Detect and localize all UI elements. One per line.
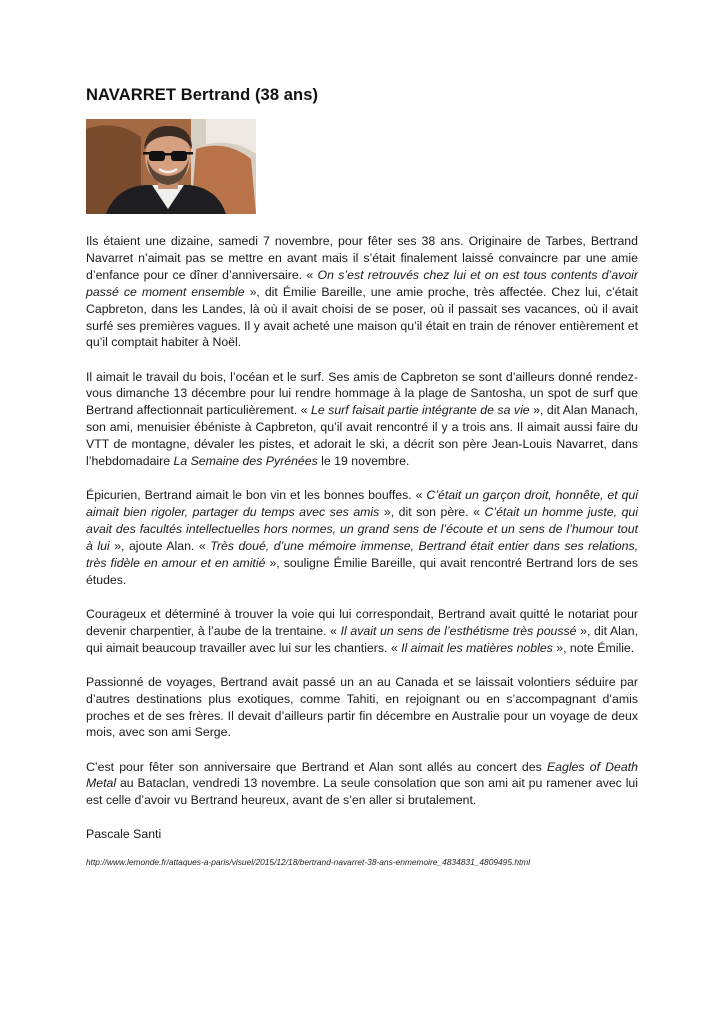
text-run: », dit son père. « bbox=[379, 505, 485, 520]
page-title: NAVARRET Bertrand (38 ans) bbox=[86, 86, 319, 104]
author-name: Pascale Santi bbox=[86, 827, 162, 842]
text-run: », dit Émilie Bareille, une amie proche, très affectée. Chez lui, c’était Capbreton, dans les Landes, là où il avait choisi de se poser, où il passait ses vacances, où il avait surfé ses premières vagues. Il y avait acheté une maison qu’il était en train de rénover entièrement et qu’il comptait habiter à Noël. bbox=[86, 284, 638, 350]
text-run: au Bataclan, vendredi 13 novembre. La seule consolation que son ami ait pu ramener avec lui est celle d’avoir vu Bertrand heureux, avant de s’en aller si brutalement. bbox=[86, 776, 638, 808]
source-url: http://www.lemonde.fr/attaques-a-paris/visuel/2015/12/18/bertrand-navarret-38-ans-enmemoire_4834831_4809495.html bbox=[86, 857, 531, 868]
text-run: », dit Alan Manach, son ami, menuisier ébéniste à Capbreton, qu’il avait rencontré il y a trois ans. Il aimait aussi faire du VTT de montagne, dévaler les pistes, et adorait le ski, a décrit son père Jean-Louis Navarret, dans l’hebdomadaire bbox=[86, 403, 638, 469]
text-run: Passionné de voyages, Bertrand avait passé un an au Canada et se laissait volontiers séduire par d’autres destinations plus exotiques, comme Tahiti, en rejoignant ou en s’accompagnant d’amis proches et de ses frères. Il devait d’ailleurs partir fin décembre en Australie pour un voyage de deux mois, avec son ami Serge. bbox=[86, 674, 638, 740]
quote-text: C’était un homme juste, qui avait des facultés intellectuelles hors normes, un grand sens de l’écoute et un sens de l’humour tout à lui bbox=[86, 505, 638, 553]
portrait-photo bbox=[86, 119, 256, 214]
text-run: Ils étaient une dizaine, samedi 7 novembre, pour fêter ses 38 ans. Originaire de Tarbes, Bertrand Navarret n’aimait pas se mettre en avant mais il s’était finalement laissé convaincre par une amie d’enfance pour ce dîner d’anniversaire. « bbox=[86, 234, 638, 282]
text-run: Épicurien, Bertrand aimait le bon vin et les bonnes bouffes. « bbox=[86, 488, 427, 503]
quote-text: Le surf faisait partie intégrante de sa vie bbox=[311, 403, 530, 418]
quote-text: Très doué, d’une mémoire immense, Bertrand était entier dans ses relations, très fidèle en amour et en amitié bbox=[86, 538, 639, 570]
paragraph bbox=[86, 369, 638, 470]
paragraph bbox=[86, 233, 638, 351]
paragraph bbox=[86, 674, 638, 742]
text-run: », souligne Émilie Bareille, qui avait rencontré Bertrand lors de ses études. bbox=[86, 555, 638, 587]
document-page bbox=[86, 86, 638, 867]
text-run: le 19 novembre. bbox=[317, 454, 410, 469]
portrait-photo-icon bbox=[86, 119, 256, 214]
text-run: Courageux et déterminé à trouver la voie qui lui correspondait, Bertrand avait quitté le notariat pour devenir charpentier, à l’aube de la trentaine. « bbox=[86, 606, 638, 638]
quote-text: On s’est retrouvés chez lui et on est tous contents d’avoir passé ce moment ensemble bbox=[86, 267, 638, 299]
text-run: C’est pour fêter son anniversaire que Bertrand et Alan sont allés au concert des bbox=[86, 759, 547, 774]
quote-text: Il avait un sens de l’esthétisme très poussé bbox=[340, 623, 577, 638]
paragraph bbox=[86, 606, 638, 657]
quote-text: C’était un garçon droit, honnête, et qui aimait bien rigoler, partager du temps avec ses amis bbox=[86, 488, 638, 520]
quote-text: Eagles of Death Metal bbox=[86, 759, 638, 791]
quote-text: Il aimait les matières nobles bbox=[401, 640, 553, 655]
text-run: », ajoute Alan. « bbox=[109, 538, 211, 553]
text-run: », note Émilie. bbox=[552, 640, 635, 655]
paragraph bbox=[86, 759, 638, 810]
text-run: », dit Alan, qui aimait beaucoup travailler avec lui sur les chantiers. « bbox=[86, 623, 638, 655]
text-run: Il aimait le travail du bois, l’océan et le surf. Ses amis de Capbreton se sont d’ailleurs donné rendez-vous dimanche 13 décembre pour lui rendre hommage à la plage de Santosha, un spot de surf que Bertrand affectionnait particulièrement. « bbox=[86, 369, 638, 418]
article-body bbox=[86, 233, 638, 867]
quote-text: La Semaine des Pyrénées bbox=[173, 454, 318, 469]
paragraph bbox=[86, 487, 638, 588]
